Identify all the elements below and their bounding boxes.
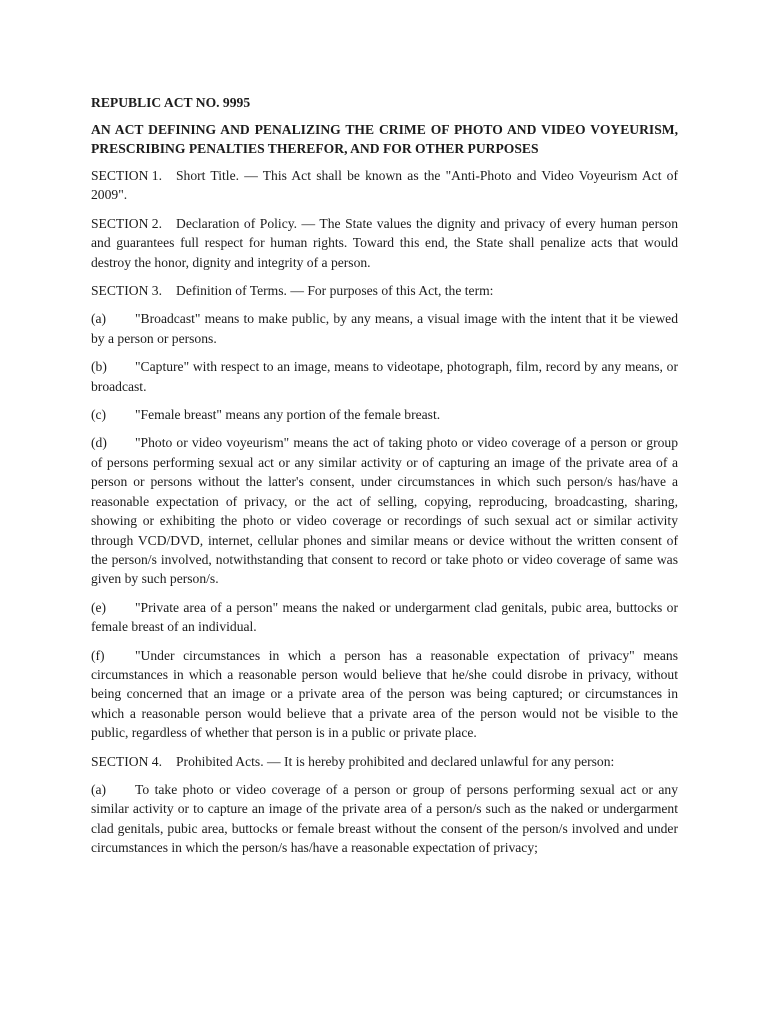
item-text: "Capture" with respect to an image, means to videotape, photograph, film, record by any means, or broadcast. xyxy=(91,359,678,394)
section-label: SECTION 3. xyxy=(91,283,162,299)
item-label: (b) xyxy=(91,359,107,375)
item-text: "Private area of a person" means the naked or undergarment clad genitals, pubic area, buttocks or female breast of an individual. xyxy=(91,599,678,635)
definition-f xyxy=(91,646,678,743)
item-text: "Photo or video voyeurism" means the act of taking photo or video coverage of a person or group of persons performing sexual act or any similar activity or of capturing an image of the private area of a person or persons without the latter's consent, under circumstances in which such person/s has/have a reasonable expectation of privacy, or the act of selling, copying, reproducing, broadcasting, sharing, showing or exhibiting the photo or video coverage or recordings of such sexual act or similar activity through VCD/DVD, internet, cellular phones and similar means or device without the written consent of the person/s involved, notwithstanding that consent to record or take photo or video coverage of same was given by such person/s. xyxy=(91,435,678,587)
item-label: (a) xyxy=(91,781,107,797)
document-title: REPUBLIC ACT NO. 9995 xyxy=(91,95,251,110)
section-4 xyxy=(91,752,678,771)
item-text: "Under circumstances in which a person has a reasonable expectation of privacy" means circumstances in which a reasonable person would believe that he/she could disrobe in privacy, without being concerned that an image or a private area of the person was being captured; or circumstances in which a reasonable person would believe that a private area of the person would not be visible to the public, regardless of whether that person is in a public or private place. xyxy=(91,647,678,741)
prohibited-act-a xyxy=(91,780,678,858)
item-label: (f) xyxy=(91,647,105,663)
definition-e xyxy=(91,598,678,637)
section-text: Prohibited Acts. — It is hereby prohibited and declared unlawful for any person: xyxy=(176,753,615,769)
section-label: SECTION 1. xyxy=(91,168,162,183)
item-label: (a) xyxy=(91,311,107,327)
section-label: SECTION 2. xyxy=(91,215,162,231)
section-2 xyxy=(91,214,678,272)
item-label: (e) xyxy=(91,599,107,615)
section-label: SECTION 4. xyxy=(91,753,162,769)
item-label: (d) xyxy=(91,435,107,451)
section-text: Short Title. — This Act shall be known as the "Anti-Photo and Video Voyeurism Act of 2009". xyxy=(91,168,678,203)
section-1 xyxy=(91,166,678,205)
item-text: "Broadcast" means to make public, by any means, a visual image with the intent that it be viewed by a person or persons. xyxy=(91,311,678,346)
item-label: (c) xyxy=(91,407,107,423)
definition-b xyxy=(91,357,678,396)
definition-c xyxy=(91,405,678,424)
section-text: Declaration of Policy. — The State values the dignity and privacy of every human person and guarantees full respect for human rights. Toward this end, the State shall penalize acts that would destroy the honor, dignity and integrity of a person. xyxy=(91,215,678,270)
definition-a xyxy=(91,309,678,348)
section-text: Definition of Terms. — For purposes of this Act, the term: xyxy=(176,283,494,299)
document-page xyxy=(91,93,678,867)
section-3 xyxy=(91,281,678,300)
document-subtitle: AN ACT DEFINING AND PENALIZING THE CRIME OF PHOTO AND VIDEO VOYEURISM, PRESCRIBING PENALTIES THEREFOR, AND FOR OTHER PURPOSES xyxy=(91,122,678,157)
item-text: To take photo or video coverage of a person or group of persons performing sexual act or any similar activity or to capture an image of the private area of a person/s such as the naked or undergarment clad genitals, pubic area, buttocks or female breast without the consent of the person/s involved and under circumstances in which the person/s has/have a reasonable expectation of privacy; xyxy=(91,781,678,856)
definition-d xyxy=(91,433,678,588)
item-text: "Female breast" means any portion of the female breast. xyxy=(135,407,441,423)
